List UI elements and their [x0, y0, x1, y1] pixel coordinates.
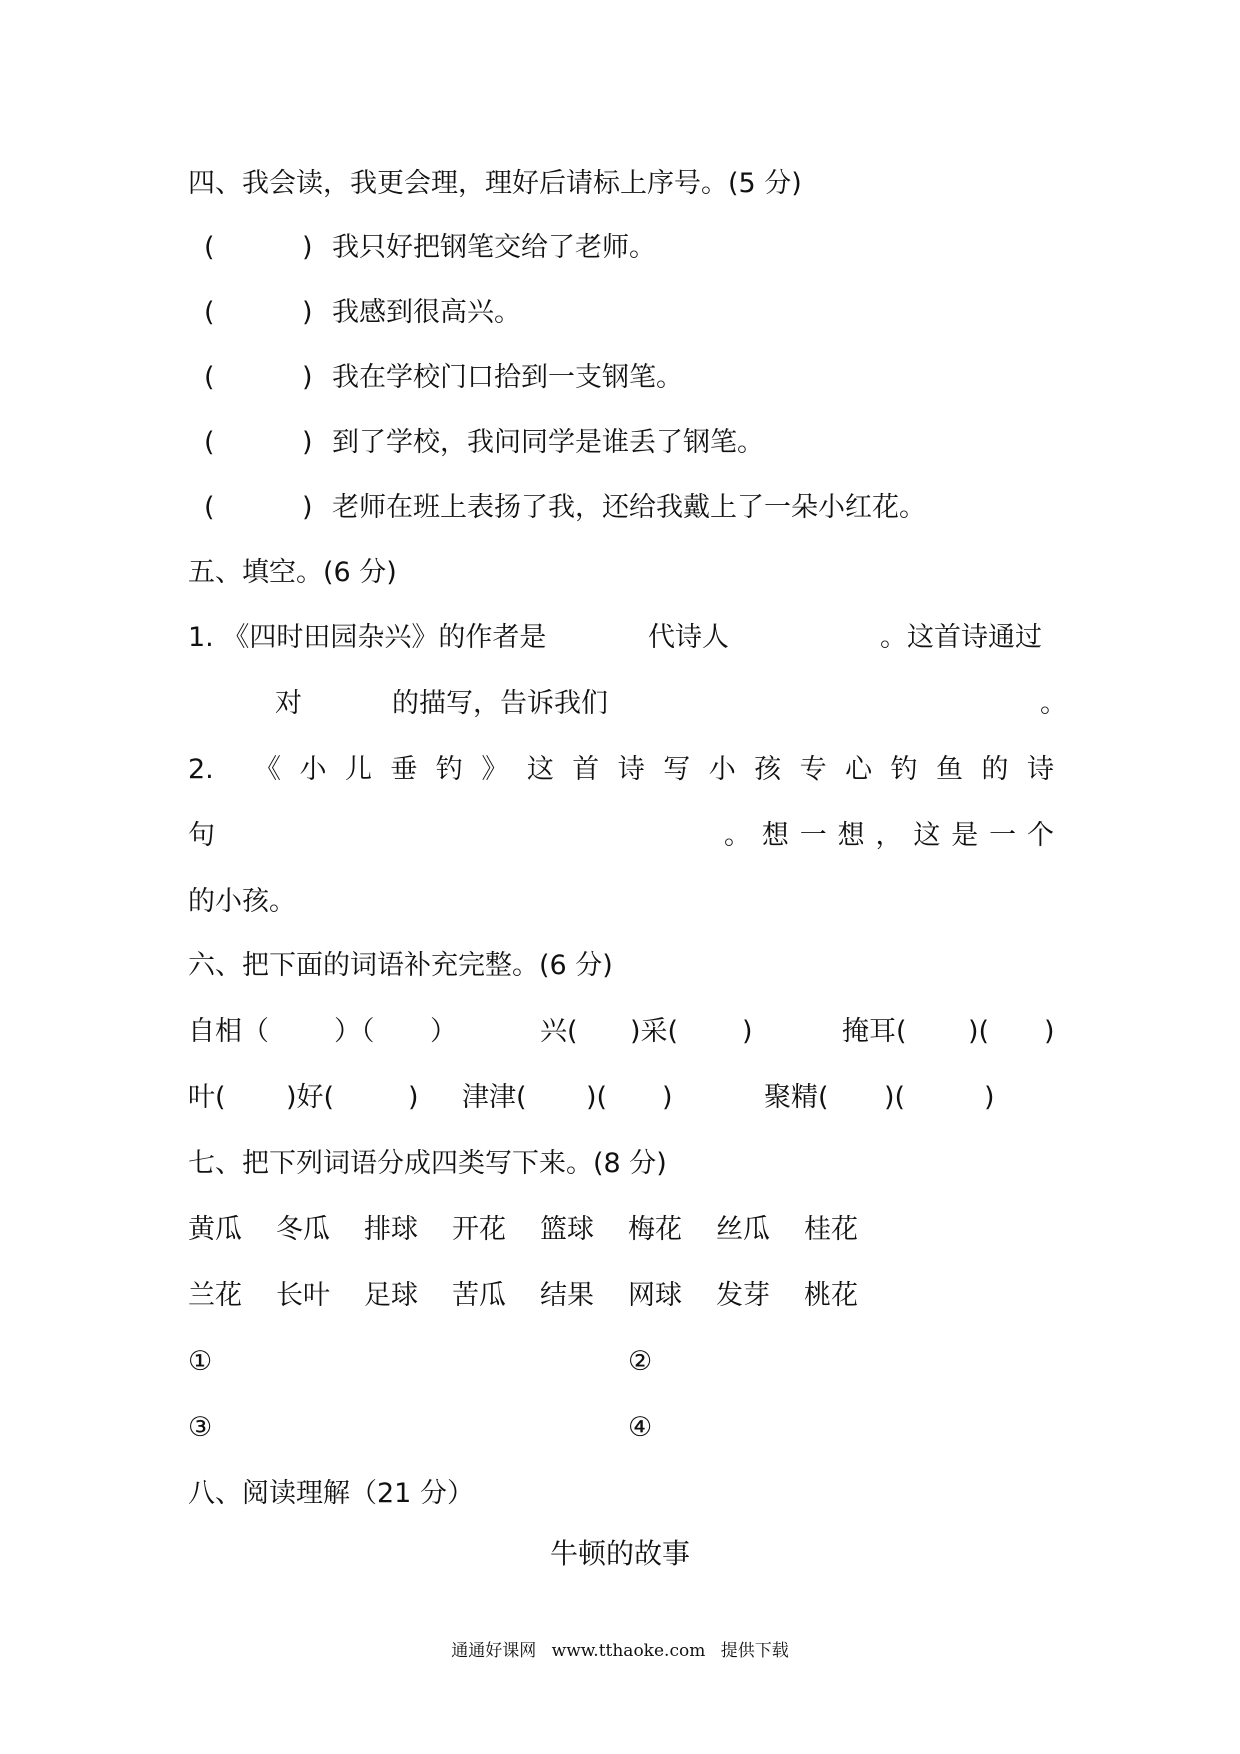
q1-part-b: 代诗人: [648, 622, 729, 653]
idiom-part: ): [742, 1016, 753, 1047]
word: 兰花: [188, 1280, 242, 1311]
paren-open: (: [204, 362, 215, 393]
q2-char: 想: [837, 820, 865, 851]
idiom-part: )采(: [630, 1016, 679, 1047]
section-4-heading: 四、我会读，我更会理，理好后请标上序号。(5 分): [188, 168, 802, 199]
category-mark-4: ④: [628, 1412, 653, 1443]
q2-line-3: 的小孩。: [188, 886, 296, 917]
q2-char: 》: [481, 754, 509, 785]
q2-char: 儿: [344, 754, 372, 785]
reading-title: 牛顿的故事: [549, 1537, 690, 1570]
q2-line-1: [254, 752, 1054, 788]
q1-part-f: 。: [1040, 688, 1067, 719]
word: 网球: [628, 1280, 682, 1311]
word: 冬瓜: [276, 1214, 330, 1245]
q2-char: 钓: [890, 754, 918, 785]
section-8-heading: 八、阅读理解（21 分）: [188, 1478, 474, 1509]
q2-char: 心: [845, 754, 873, 785]
idiom-part: 聚精(: [764, 1082, 829, 1113]
paren-open: (: [204, 492, 215, 523]
q2-char: 一: [989, 820, 1017, 851]
word: 丝瓜: [716, 1214, 770, 1245]
q2-char: 鱼: [936, 754, 964, 785]
q2-char: 小: [299, 754, 327, 785]
idiom-part: )(: [586, 1082, 608, 1113]
q2-char: 写: [663, 754, 691, 785]
paren-open: (: [204, 297, 215, 328]
word: 开花: [452, 1214, 506, 1245]
q2-char: 钓: [435, 754, 463, 785]
paren-close: ): [302, 427, 313, 458]
q2-char: 《: [254, 754, 281, 785]
idiom-part: 叶(: [188, 1082, 226, 1113]
q2-char: 这: [913, 820, 941, 851]
q1-part-e: 的描写，告诉我们: [392, 688, 608, 719]
page-footer: [0, 1636, 1240, 1661]
q2-char: 孩: [754, 754, 782, 785]
idiom-part: ): [1044, 1016, 1055, 1047]
q2-char: 首: [572, 754, 600, 785]
q2-char: 这: [526, 754, 554, 785]
q2-char: 诗: [617, 754, 645, 785]
idiom-part: )好(: [286, 1082, 335, 1113]
q2-char: 垂: [390, 754, 418, 785]
word: 发芽: [716, 1280, 770, 1311]
idiom-part: ）: [430, 1016, 457, 1047]
item-text: 我感到很高兴。: [332, 297, 521, 328]
word: 苦瓜: [452, 1280, 506, 1311]
word: 桂花: [804, 1214, 858, 1245]
q2-char: 是: [951, 820, 979, 851]
q2-line-2-end: [724, 818, 1054, 854]
idiom-part: 自相（: [188, 1016, 269, 1047]
q2-char: 诗: [1026, 754, 1054, 785]
paren-close: ): [302, 297, 313, 328]
word: 长叶: [276, 1280, 330, 1311]
paren-close: ): [302, 492, 313, 523]
paren-open: (: [204, 427, 215, 458]
idiom-part: ): [662, 1082, 673, 1113]
q2-char: 的: [981, 754, 1009, 785]
idiom-part: 掩耳(: [842, 1016, 907, 1047]
q2-line-2-start: 句: [188, 820, 215, 851]
section-7-heading: 七、把下列词语分成四类写下来。(8 分): [188, 1148, 667, 1179]
idiom-part: 津津(: [462, 1082, 527, 1113]
item-text: 老师在班上表扬了我，还给我戴上了一朵小红花。: [332, 492, 926, 523]
idiom-part: )(: [968, 1016, 990, 1047]
category-mark-3: ③: [188, 1412, 213, 1443]
q2-char: 。: [724, 820, 751, 851]
item-text: 我在学校门口拾到一支钢笔。: [332, 362, 683, 393]
word: 排球: [364, 1214, 418, 1245]
item-text: 我只好把钢笔交给了老师。: [332, 232, 656, 263]
paren-open: (: [204, 232, 215, 263]
idiom-part: ）（: [334, 1016, 375, 1047]
q1-part-d: 对: [275, 688, 302, 719]
word: 足球: [364, 1280, 418, 1311]
word: 黄瓜: [188, 1214, 242, 1245]
idiom-part: ): [408, 1082, 419, 1113]
q2-number: 2.: [188, 754, 214, 785]
footer-site: 通通好课网: [451, 1641, 537, 1661]
word: 梅花: [628, 1214, 682, 1245]
q2-char: 想: [761, 820, 789, 851]
word: 篮球: [540, 1214, 594, 1245]
paren-close: ): [302, 232, 313, 263]
item-text: 到了学校，我问同学是谁丢了钢笔。: [332, 427, 764, 458]
q1-part-c: 。这首诗通过: [880, 622, 1042, 653]
idiom-part: 兴(: [540, 1016, 578, 1047]
idiom-part: )(: [884, 1082, 906, 1113]
word: 桃花: [804, 1280, 858, 1311]
q1-part-a: 1. 《四时田园杂兴》的作者是: [188, 622, 547, 653]
q2-char: 小: [708, 754, 736, 785]
q2-char: 一: [799, 820, 827, 851]
q2-char: 个: [1027, 820, 1054, 851]
category-mark-2: ②: [628, 1346, 653, 1377]
word: 结果: [540, 1280, 594, 1311]
paren-close: ): [302, 362, 313, 393]
idiom-part: ): [984, 1082, 995, 1113]
section-5-heading: 五、填空。(6 分): [188, 557, 397, 588]
footer-url[interactable]: www.tthaoke.com: [551, 1641, 706, 1661]
q2-char: ，: [875, 820, 903, 851]
section-6-heading: 六、把下面的词语补充完整。(6 分): [188, 950, 613, 981]
q2-char: 专: [799, 754, 827, 785]
footer-note: 提供下载: [720, 1641, 789, 1661]
category-mark-1: ①: [188, 1346, 213, 1377]
